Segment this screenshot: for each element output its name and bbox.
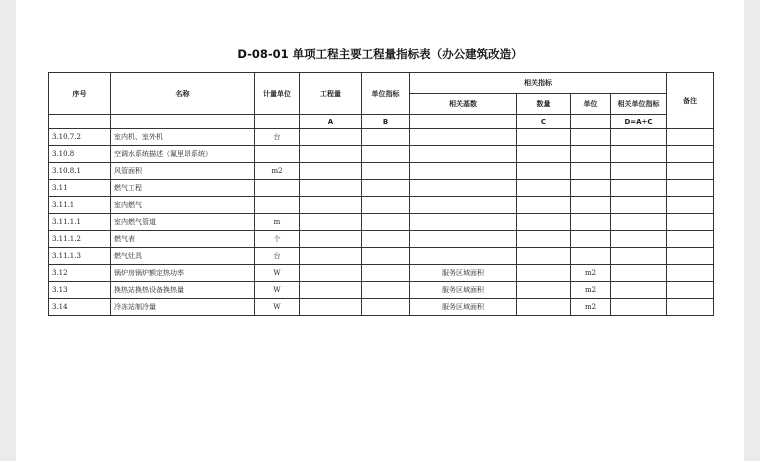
cell-related-unit-index — [611, 282, 667, 299]
cell-related-unit — [571, 163, 611, 180]
cell-related-unit — [571, 180, 611, 197]
table-row — [49, 265, 714, 282]
header-col-c: C — [517, 115, 571, 129]
cell-related-base — [410, 163, 517, 180]
cell-unit-index — [362, 231, 410, 248]
cell-related-unit — [571, 214, 611, 231]
header-related-index: 相关指标 — [410, 73, 667, 94]
cell-amount — [517, 163, 571, 180]
cell-related-unit-index — [611, 163, 667, 180]
header-unit-index: 单位指标 — [362, 73, 410, 115]
header-name: 名称 — [111, 73, 255, 115]
header-quantity: 工程量 — [300, 73, 362, 115]
cell-amount — [517, 299, 571, 316]
header-blank — [410, 115, 517, 129]
table-row — [49, 282, 714, 299]
header-col-d: D=A÷C — [611, 115, 667, 129]
cell-unit: m2 — [255, 163, 300, 180]
cell-related-unit-index — [611, 248, 667, 265]
cell-quantity — [300, 180, 362, 197]
cell-related-unit — [571, 248, 611, 265]
header-blank — [111, 115, 255, 129]
cell-related-unit: m2 — [571, 265, 611, 282]
cell-seq: 3.11.1.2 — [49, 231, 111, 248]
cell-seq: 3.12 — [49, 265, 111, 282]
header-unit: 计量单位 — [255, 73, 300, 115]
cell-name: 燃气工程 — [111, 180, 255, 197]
cell-related-unit-index — [611, 214, 667, 231]
cell-remarks — [667, 265, 714, 282]
cell-unit — [255, 197, 300, 214]
cell-unit-index — [362, 214, 410, 231]
cell-quantity — [300, 129, 362, 146]
table-row — [49, 129, 714, 146]
cell-amount — [517, 180, 571, 197]
header-blank — [255, 115, 300, 129]
indicator-table — [48, 72, 714, 316]
cell-related-base — [410, 214, 517, 231]
cell-unit: W — [255, 282, 300, 299]
table-row — [49, 248, 714, 265]
cell-seq: 3.14 — [49, 299, 111, 316]
cell-seq: 3.11.1 — [49, 197, 111, 214]
header-blank — [49, 115, 111, 129]
cell-remarks — [667, 197, 714, 214]
cell-name: 室内燃气管道 — [111, 214, 255, 231]
cell-related-unit-index — [611, 265, 667, 282]
cell-remarks — [667, 129, 714, 146]
document-page — [16, 0, 744, 461]
cell-seq: 3.11 — [49, 180, 111, 197]
cell-unit-index — [362, 146, 410, 163]
cell-quantity — [300, 146, 362, 163]
cell-remarks — [667, 299, 714, 316]
cell-remarks — [667, 282, 714, 299]
table-row — [49, 214, 714, 231]
cell-quantity — [300, 265, 362, 282]
cell-quantity — [300, 214, 362, 231]
cell-related-unit — [571, 146, 611, 163]
cell-related-unit: m2 — [571, 299, 611, 316]
cell-quantity — [300, 248, 362, 265]
cell-name: 燃气灶具 — [111, 248, 255, 265]
cell-unit: W — [255, 299, 300, 316]
cell-related-unit — [571, 231, 611, 248]
cell-amount — [517, 265, 571, 282]
header-related-unit: 单位 — [571, 94, 611, 115]
cell-unit: 个 — [255, 231, 300, 248]
table-row — [49, 146, 714, 163]
cell-seq: 3.10.8 — [49, 146, 111, 163]
cell-related-base: 服务区域面积 — [410, 282, 517, 299]
cell-name: 室内燃气 — [111, 197, 255, 214]
cell-remarks — [667, 163, 714, 180]
cell-related-unit: m2 — [571, 282, 611, 299]
header-related-base: 相关基数 — [410, 94, 517, 115]
cell-unit: 台 — [255, 129, 300, 146]
cell-unit: m — [255, 214, 300, 231]
table-title: D-08-01 单项工程主要工程量指标表（办公建筑改造） — [237, 47, 523, 61]
header-blank — [571, 115, 611, 129]
header-seq: 序号 — [49, 73, 111, 115]
cell-name: 换热站换热设备换热量 — [111, 282, 255, 299]
cell-unit — [255, 180, 300, 197]
cell-related-base — [410, 248, 517, 265]
cell-related-unit-index — [611, 180, 667, 197]
cell-unit — [255, 146, 300, 163]
table-row — [49, 299, 714, 316]
cell-related-base — [410, 231, 517, 248]
cell-unit-index — [362, 282, 410, 299]
cell-quantity — [300, 299, 362, 316]
cell-related-base: 服务区域面积 — [410, 265, 517, 282]
cell-unit-index — [362, 180, 410, 197]
cell-remarks — [667, 248, 714, 265]
cell-amount — [517, 129, 571, 146]
header-related-unit-index: 相关单位指标 — [611, 94, 667, 115]
header-remarks: 备注 — [667, 73, 714, 129]
cell-related-base — [410, 146, 517, 163]
cell-quantity — [300, 231, 362, 248]
cell-unit-index — [362, 299, 410, 316]
table-row — [49, 180, 714, 197]
cell-seq: 3.13 — [49, 282, 111, 299]
cell-amount — [517, 231, 571, 248]
cell-related-base — [410, 180, 517, 197]
cell-unit: W — [255, 265, 300, 282]
cell-name: 冷冻站制冷量 — [111, 299, 255, 316]
cell-related-base — [410, 129, 517, 146]
cell-quantity — [300, 197, 362, 214]
cell-amount — [517, 197, 571, 214]
cell-name: 空调水系统描述（氟里昂系统） — [111, 146, 255, 163]
table-row — [49, 197, 714, 214]
cell-quantity — [300, 163, 362, 180]
cell-unit-index — [362, 163, 410, 180]
cell-name: 燃气表 — [111, 231, 255, 248]
cell-related-base: 服务区域面积 — [410, 299, 517, 316]
header-col-b: B — [362, 115, 410, 129]
cell-remarks — [667, 231, 714, 248]
header-col-a: A — [300, 115, 362, 129]
cell-remarks — [667, 214, 714, 231]
header-amount: 数量 — [517, 94, 571, 115]
cell-related-unit-index — [611, 197, 667, 214]
cell-seq: 3.11.1.1 — [49, 214, 111, 231]
cell-remarks — [667, 180, 714, 197]
cell-related-unit-index — [611, 299, 667, 316]
cell-unit-index — [362, 265, 410, 282]
cell-unit-index — [362, 248, 410, 265]
cell-unit-index — [362, 129, 410, 146]
cell-quantity — [300, 282, 362, 299]
cell-related-unit-index — [611, 231, 667, 248]
cell-amount — [517, 248, 571, 265]
cell-related-unit — [571, 129, 611, 146]
cell-related-unit-index — [611, 129, 667, 146]
cell-related-base — [410, 197, 517, 214]
cell-related-unit — [571, 197, 611, 214]
cell-seq: 3.10.7.2 — [49, 129, 111, 146]
cell-amount — [517, 214, 571, 231]
cell-seq: 3.10.8.1 — [49, 163, 111, 180]
cell-related-unit-index — [611, 146, 667, 163]
table-row — [49, 231, 714, 248]
cell-name: 风管面积 — [111, 163, 255, 180]
cell-remarks — [667, 146, 714, 163]
cell-amount — [517, 146, 571, 163]
cell-unit-index — [362, 197, 410, 214]
table-body — [49, 129, 714, 316]
cell-unit: 台 — [255, 248, 300, 265]
cell-amount — [517, 282, 571, 299]
table-row — [49, 163, 714, 180]
cell-name: 锅炉房锅炉额定热功率 — [111, 265, 255, 282]
cell-seq: 3.11.1.3 — [49, 248, 111, 265]
cell-name: 室内机、室外机 — [111, 129, 255, 146]
